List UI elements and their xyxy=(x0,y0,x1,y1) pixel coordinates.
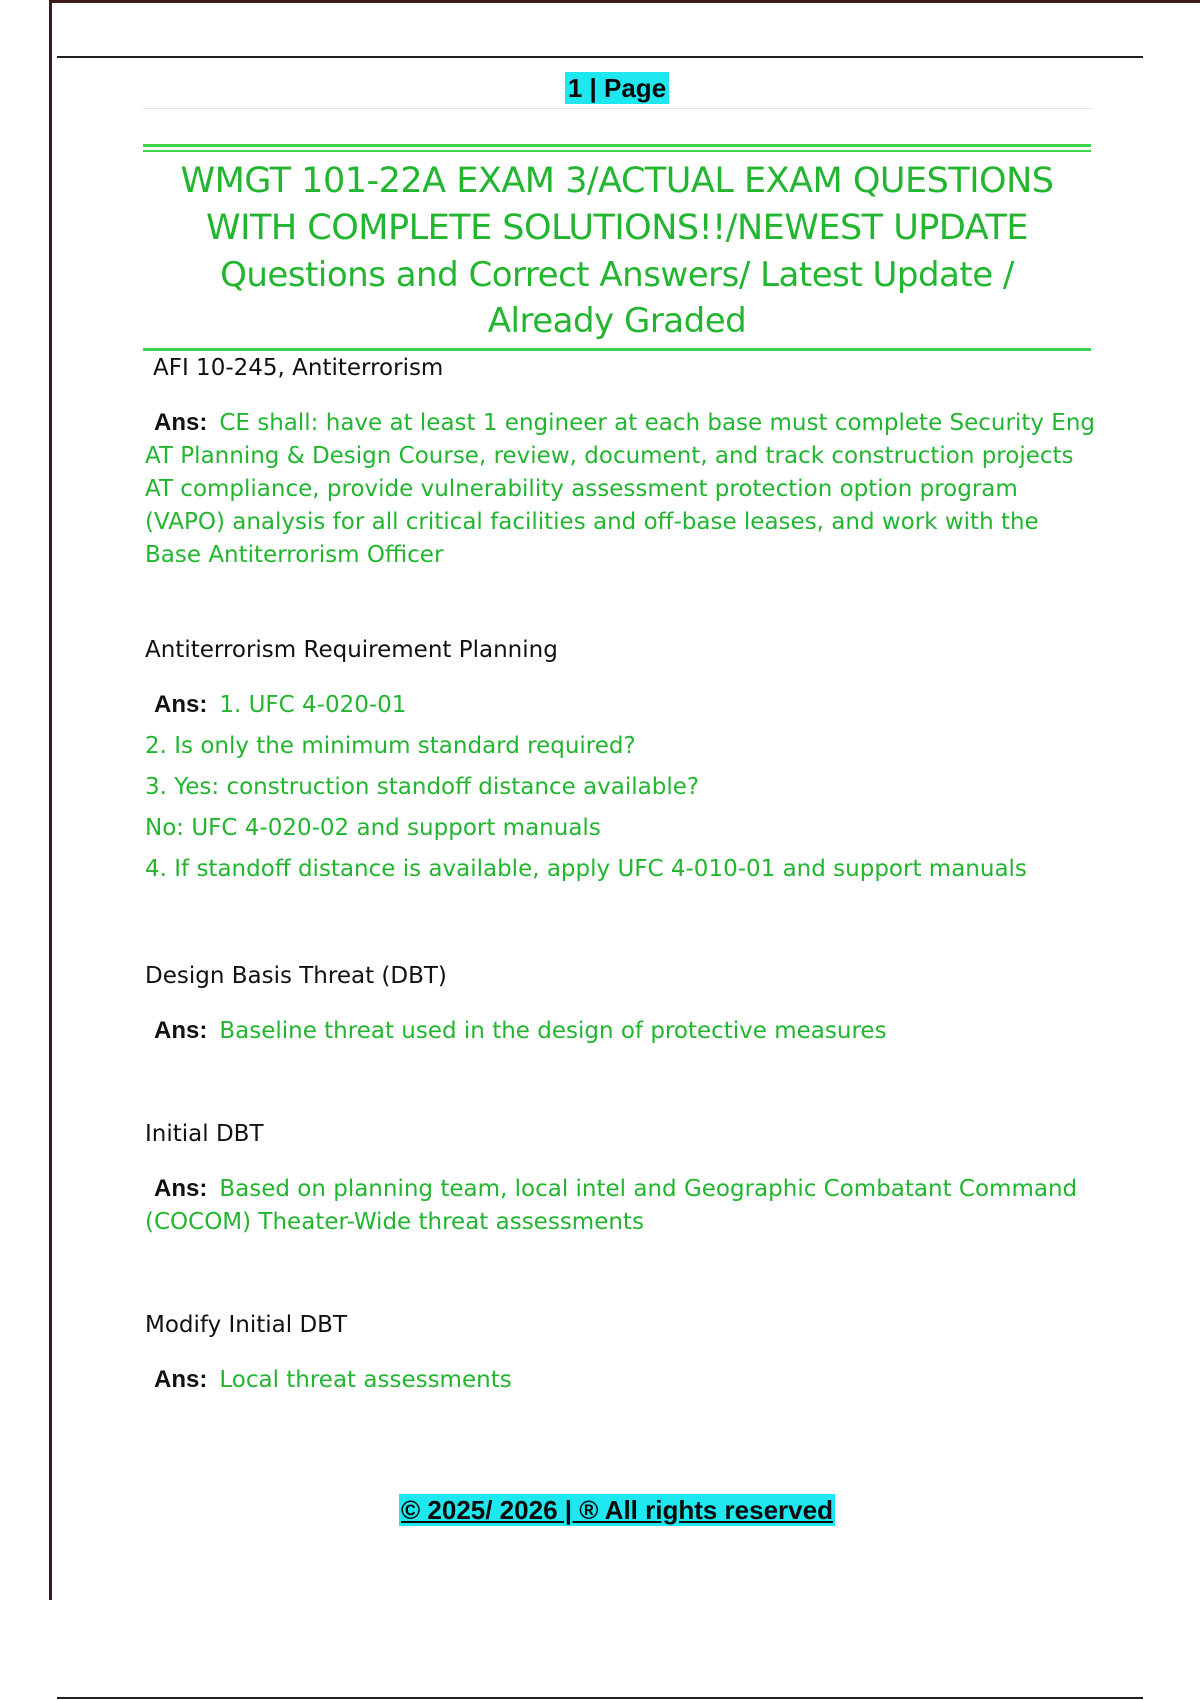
answer-line: 2. Is only the minimum standard required? xyxy=(145,733,636,759)
page-footer xyxy=(0,1494,1200,1526)
ans-label: Ans: xyxy=(154,1017,208,1044)
page-header xyxy=(0,72,1200,104)
title-bottom-rule xyxy=(143,348,1091,351)
ans-label: Ans: xyxy=(154,691,208,718)
subtitle-line-2: Already Graded xyxy=(487,301,747,341)
ans-label: Ans: xyxy=(154,1175,208,1202)
page-number-label: 1 | Page xyxy=(565,72,669,104)
answer-1 xyxy=(145,406,1095,572)
question-1: AFI 10-245, Antiterrorism xyxy=(153,355,444,381)
qa-list xyxy=(145,352,1095,1397)
ans-label: Ans: xyxy=(154,1366,208,1393)
title-line-1: WMGT 101-22A EXAM 3/ACTUAL EXAM QUESTIONS xyxy=(180,161,1054,201)
header-rule xyxy=(57,56,1143,58)
subtitle-line-1: Questions and Correct Answers/ Latest Update / xyxy=(220,255,1014,295)
header-divider xyxy=(143,108,1091,109)
question-5: Modify Initial DBT xyxy=(145,1312,348,1338)
answer-4 xyxy=(145,1172,1095,1239)
answer-text: CE shall: have at least 1 engineer at each base must complete Security Eng AT Planning & Design Course, review, document, and track construction projects AT compliance, provide vulnerability assessment protection option program (VAPO) analysis for all critical facilities and off-base leases, and work with the Base Antiterrorism Officer xyxy=(145,410,1096,568)
answer-text: Based on planning team, local intel and Geographic Combatant Command (COCOM) Theater-Wide threat assessments xyxy=(145,1176,1078,1235)
answer-text: Baseline threat used in the design of protective measures xyxy=(219,1018,887,1044)
page-border-left xyxy=(49,0,52,1600)
page-border-top xyxy=(50,0,1200,3)
question-3: Design Basis Threat (DBT) xyxy=(145,963,447,989)
answer-5 xyxy=(145,1363,1095,1397)
title-block xyxy=(143,144,1091,351)
answer-line: No: UFC 4-020-02 and support manuals xyxy=(145,815,601,841)
answer-text: Local threat assessments xyxy=(219,1367,512,1393)
answer-line: Ans: 1. UFC 4-020-01 xyxy=(145,684,1095,726)
answer-line: 4. If standoff distance is available, apply UFC 4-010-01 and support manuals xyxy=(145,856,1027,882)
question-4: Initial DBT xyxy=(145,1121,264,1147)
ans-label: Ans: xyxy=(154,409,208,436)
footer-rule xyxy=(57,1697,1143,1699)
answer-2 xyxy=(145,684,1095,890)
document-subtitle xyxy=(143,252,1091,344)
answer-3 xyxy=(145,1014,1095,1048)
title-top-rule xyxy=(143,144,1091,152)
question-2: Antiterrorism Requirement Planning xyxy=(145,637,558,663)
title-line-2: WITH COMPLETE SOLUTIONS!!/NEWEST UPDATE xyxy=(206,208,1028,248)
answer-line: 3. Yes: construction standoff distance available? xyxy=(145,774,700,800)
copyright-notice: © 2025/ 2026 | ® All rights reserved xyxy=(401,1495,833,1525)
document-title xyxy=(143,158,1091,252)
